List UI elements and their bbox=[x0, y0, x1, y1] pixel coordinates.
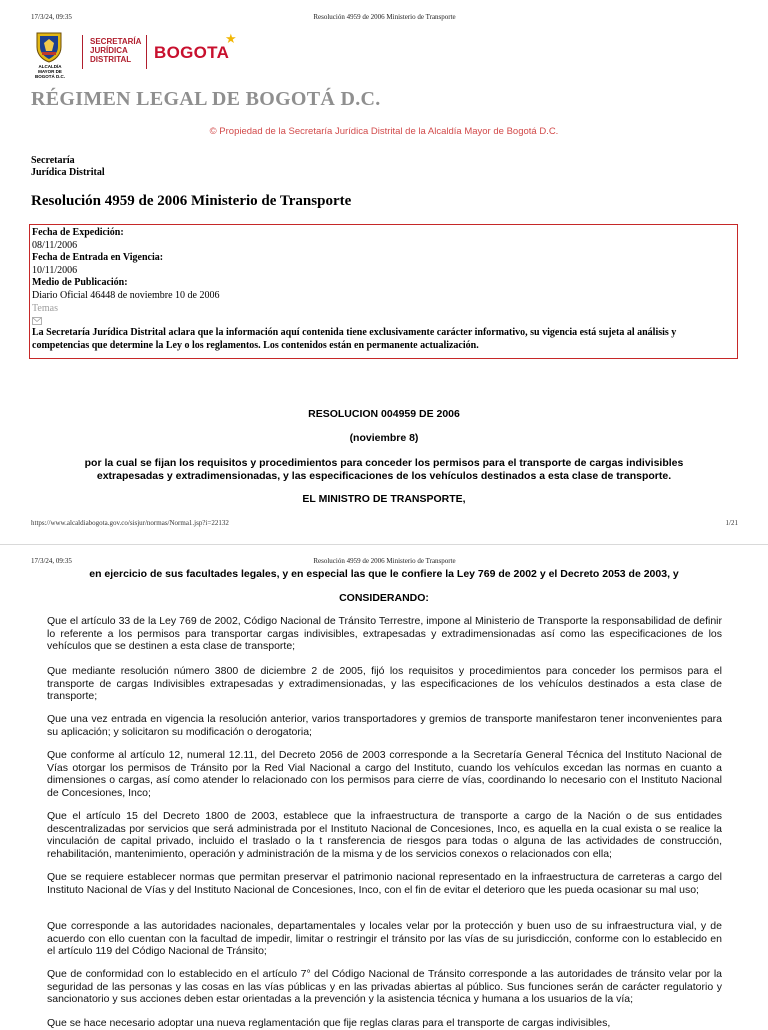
star-icon: ★ bbox=[225, 31, 237, 46]
vigencia-value: 10/11/2006 bbox=[32, 264, 78, 276]
sjd-logo bbox=[90, 37, 141, 64]
sjd-line: DISTRITAL bbox=[90, 55, 132, 64]
site-title: RÉGIMEN LEGAL DE BOGOTÁ D.C. bbox=[31, 88, 381, 110]
entity-line: Secretaría bbox=[31, 155, 75, 166]
sjd-line: JURÍDICA bbox=[90, 46, 128, 55]
paragraph: Que el artículo 33 de la Ley 769 de 2002, Código Nacional de Tránsito Terrestre, impone al Ministerio de Transporte la responsabilidad de definir lo referente a los permisos para transportar cargas indivisibles, extrapesadas y extradimensionadas así como las especificaciones de los vehículos que se destinen a esta clase de transporte; bbox=[47, 615, 722, 653]
disclaimer-note: La Secretaría Jurídica Distrital aclara que la información aquí contenida tiene exclusivamente carácter informativo, su vigencia está sujeta al análisis y competencias que determine la Ley o los reglamentos. Los contenidos están en permanente actualización. bbox=[32, 327, 677, 352]
footer-url: https://www.alcaldiabogota.gov.co/sisjur/normas/Norma1.jsp?i=22132 bbox=[31, 519, 229, 527]
faculties-line: en ejercicio de sus facultades legales, y en especial las que le confiere la Ley 769 de 2002 y el Decreto 2053 de 2003, y bbox=[89, 568, 679, 580]
sjd-line: SECRETARÍA bbox=[90, 37, 142, 46]
print-date: 17/3/24, 09:35 bbox=[31, 13, 72, 21]
logo-bar[interactable] bbox=[30, 29, 250, 77]
info-box bbox=[29, 224, 738, 359]
publicacion-value: Diario Oficial 46448 de noviembre 10 de 2006 bbox=[32, 289, 220, 301]
bogota-shield-icon bbox=[34, 31, 64, 63]
entity-line: Jurídica Distrital bbox=[31, 167, 105, 178]
logo-divider bbox=[82, 35, 83, 69]
paragraph: Que de conformidad con lo establecido en el artículo 7° del Código Nacional de Tránsito corresponde a las autoridades de tránsito velar por la seguridad de las personas y las cosas en las vías públicas y en las privadas abiertas al público. Sus funciones serán de carácter regulatorio y sancionatorio y sus acciones deben estar orientadas a la prevención y la asistencia técnica y humana a los usuarios de la vía; bbox=[47, 968, 722, 1006]
considerando-heading: CONSIDERANDO: bbox=[339, 592, 429, 604]
temas-link[interactable]: Temas bbox=[32, 302, 58, 314]
print-title: Resolución 4959 de 2006 Ministerio de Transporte bbox=[313, 557, 456, 565]
paragraph: Que el artículo 15 del Decreto 1800 de 2003, establece que la infraestructura de transporte a cargo de la Nación o de sus entidades descentralizadas por servicios que será administrada por el Instituto Nacional de Concesiones, Inco, es aquella en la cual exista o se realice la vinculación de capital privado, incluido el traslado o la t ransferencia de riesgos para todas o alguna de las actividades de construcción, rehabilitación, mantenimiento, operación y administración de la misma y de los servicios conexos o relacionados con ella; bbox=[47, 810, 722, 860]
resolution-title: Resolución 4959 de 2006 Ministerio de Transporte bbox=[31, 193, 352, 209]
doc-number: RESOLUCION 004959 DE 2006 bbox=[308, 408, 460, 420]
expedicion-label: Fecha de Expedición: bbox=[32, 227, 124, 238]
envelope-icon[interactable] bbox=[32, 317, 42, 325]
paragraph: Que una vez entrada en vigencia la resolución anterior, varios transportadores y gremios de transporte manifestaron tener inconvenientes para su aplicación; y solicitaron su modificación o derogatoria; bbox=[47, 713, 722, 738]
paragraph: Que corresponde a las autoridades nacionales, departamentales y locales velar por la protección y buen uso de su infraestructura vial, y de acuerdo con ello cuentan con la facultad de impedir, limitar o restringir el tránsito por las vías de su jurisdicción, conforme con lo establecido en el artículo 119 del Código Nacional de Tránsito; bbox=[47, 920, 722, 958]
vigencia-label: Fecha de Entrada en Vigencia: bbox=[32, 252, 164, 264]
print-title: Resolución 4959 de 2006 Ministerio de Transporte bbox=[313, 13, 456, 21]
paragraph: Que conforme al artículo 12, numeral 12.11, del Decreto 2056 de 2003 corresponde a la Secretaría General Técnica del Instituto Nacional de Vías otorgar los permisos de Tránsito por la Red Vial Nacional a cargo del Instituto, cuando los vehículos excedan las normas en cuanto a dimensiones o cargas, así como atender lo relacionado con los permisos para cierre de vías, coordinando lo necesario con el Instituto Nacional de Concesiones, Inco; bbox=[47, 749, 722, 799]
publicacion-label: Medio de Publicación: bbox=[32, 277, 128, 289]
copyright-notice: © Propiedad de la Secretaría Jurídica Distrital de la Alcaldía Mayor de Bogotá D.C. bbox=[209, 126, 559, 137]
paragraph: Que se hace necesario adoptar una nueva reglamentación que fije reglas claras para el transporte de cargas indivisibles, bbox=[47, 1017, 611, 1029]
paragraph: Que se requiere establecer normas que permitan preservar el patrimonio nacional representado en la infraestructura de carreteras a cargo del Instituto Nacional de Vías y del Instituto Nacional de Concesiones, Inco, con el fin de evitar el deterioro que les pueda ocasionar su mal uso; bbox=[47, 871, 722, 896]
entity-name bbox=[31, 155, 105, 179]
print-date: 17/3/24, 09:35 bbox=[31, 557, 72, 565]
shield-caption: ALCALDÍA MAYOR DE BOGOTÁ D.C. bbox=[35, 64, 65, 79]
doc-date: (noviembre 8) bbox=[349, 432, 419, 444]
paragraph: Que mediante resolución número 3800 de diciembre 2 de 2005, fijó los requisitos y procedimientos para conceder los permisos para el transporte de cargas Indivisibles extrapesadas y extradimensionadas, y las especificaciones de los vehículos destinados a esta clase de transporte; bbox=[47, 665, 722, 703]
logo-divider bbox=[146, 35, 147, 69]
bogota-logo: BOGOTA bbox=[154, 43, 230, 62]
footer-page-number: 1/21 bbox=[725, 519, 738, 527]
page-break bbox=[0, 544, 768, 545]
minister-heading: EL MINISTRO DE TRANSPORTE, bbox=[302, 493, 466, 505]
doc-subject: por la cual se fijan los requisitos y procedimientos para conceder los permisos para el transporte de cargas indivisibles extrapesadas y extradimensionadas, y las especificaciones de los vehículos destinados a esta clase de transporte. bbox=[84, 457, 684, 482]
expedicion-value: 08/11/2006 bbox=[32, 239, 78, 251]
